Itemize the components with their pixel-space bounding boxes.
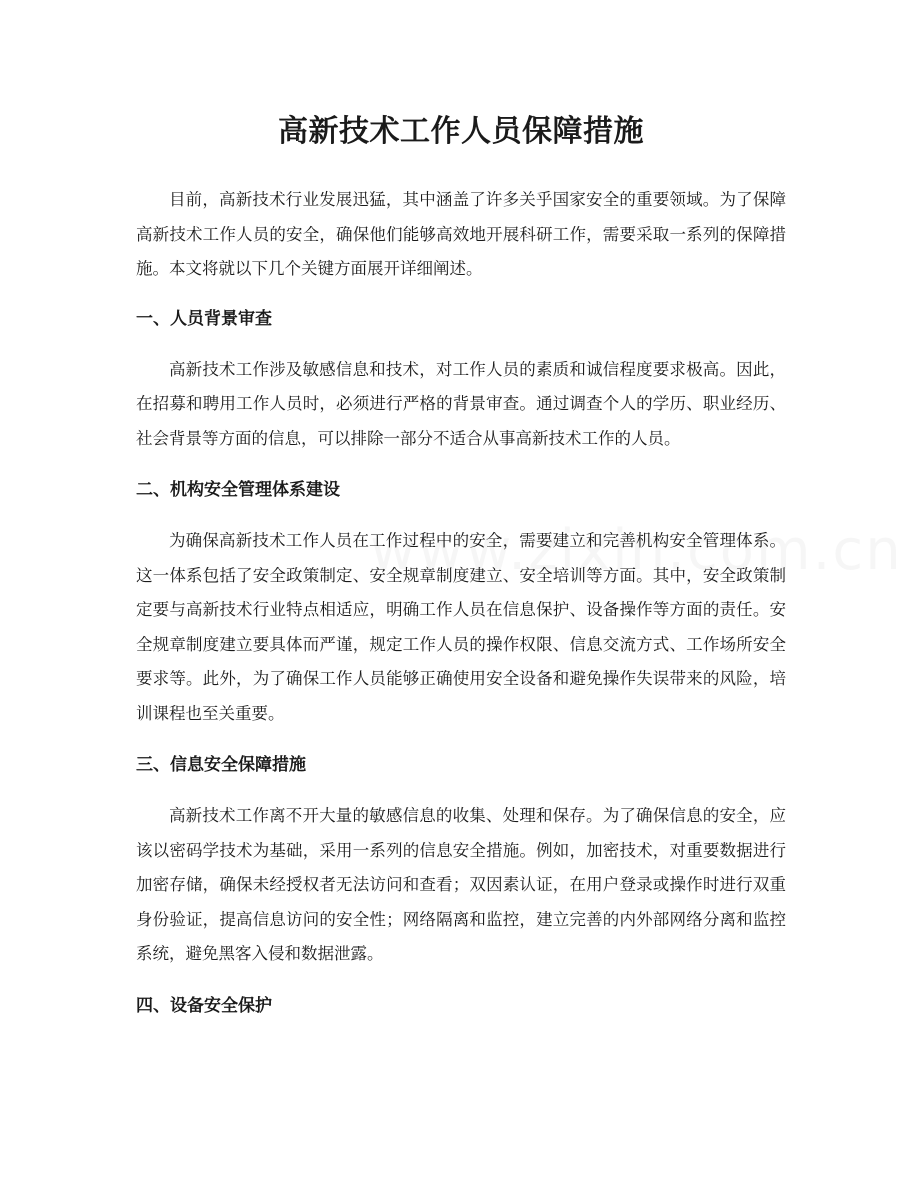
section-body-1: 高新技术工作涉及敏感信息和技术，对工作人员的素质和诚信程度要求极高。因此，在招募和聘用工作人员时，必须进行严格的背景审查。通过调查个人的学历、职业经历、社会背景等方面的信息，可以排除一部分不适合从事高新技术工作的人员。 [136,359,786,448]
document-page [136,0,786,1023]
section-heading-4: 四、设备安全保护 [136,995,272,1016]
section-heading-3: 三、信息安全保障措施 [136,755,306,775]
section-heading-1: 一、人员背景审查 [136,308,272,329]
section-heading-2: 二、机构安全管理体系建设 [136,480,340,500]
section-body-2: 为确保高新技术工作人员在工作过程中的安全，需要建立和完善机构安全管理体系。这一体系包括了安全政策制定、安全规章制度建立、安全培训等方面。其中，安全政策制定要与高新技术行业特点相适应，明确工作人员在信息保护、设备操作等方面的责任。安全规章制度建立要具体而严谨，规定工作人员的操作权限、信息交流方式、工作场所安全要求等。此外，为了确保工作人员能够正确使用安全设备和避免操作失误带来的风险，培训课程也至关重要。 [136,531,786,723]
document-title: 高新技术工作人员保障措施 [278,114,644,149]
section-body-3: 高新技术工作离不开大量的敏感信息的收集、处理和保存。为了确保信息的安全，应该以密码学技术为基础，采用一系列的信息安全措施。例如，加密技术，对重要数据进行加密存储，确保未经授权者无法访问和查看；双因素认证，在用户登录或操作时进行双重身份验证，提高信息访问的安全性；网络隔离和监控，建立完善的内外部网络分离和监控系统，避免黑客入侵和数据泄露。 [136,806,786,963]
intro-paragraph: 目前，高新技术行业发展迅猛，其中涵盖了许多关乎国家安全的重要领域。为了保障高新技术工作人员的安全，确保他们能够高效地开展科研工作，需要采取一系列的保障措施。本文将就以下几个关键方面展开详细阐述。 [136,190,786,278]
